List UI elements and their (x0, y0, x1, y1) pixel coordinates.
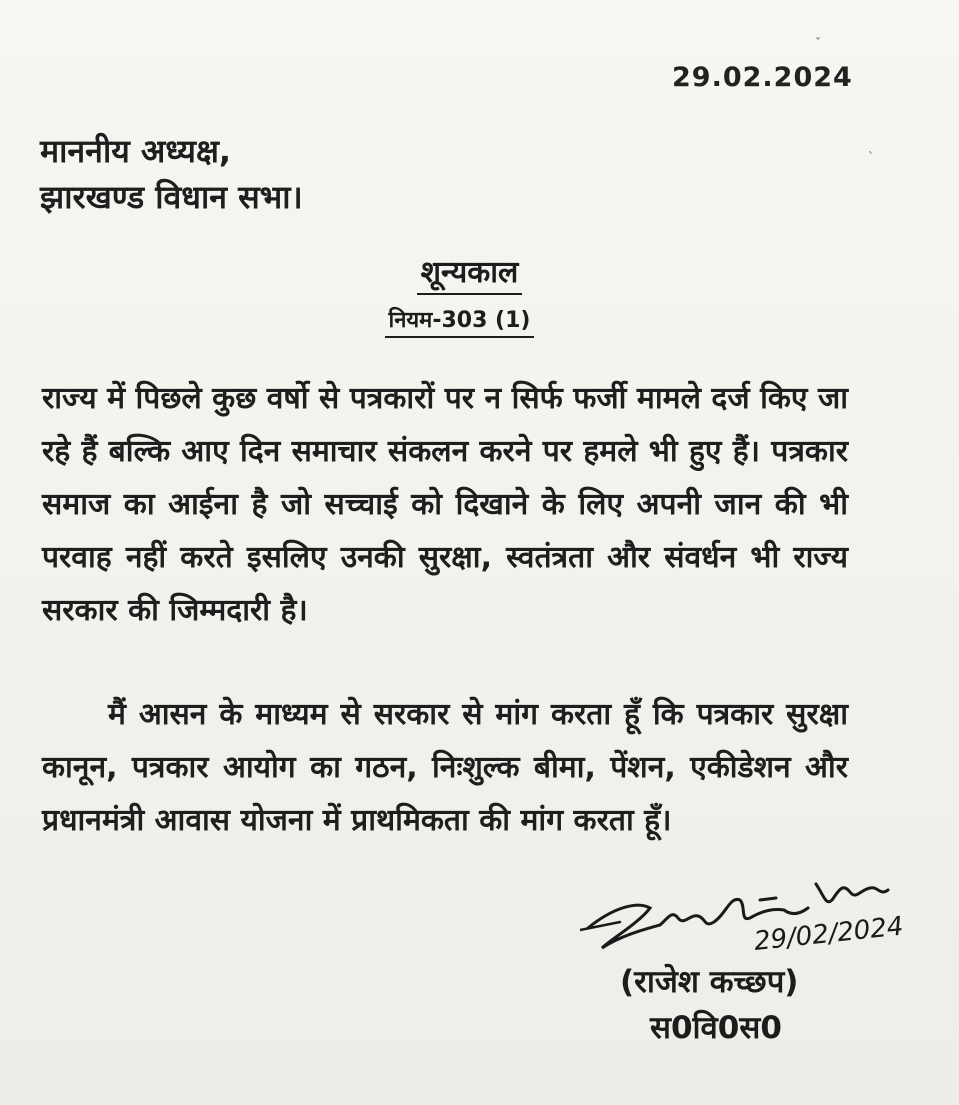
paper-speck: ˋ (868, 150, 874, 164)
letter-heading (0, 250, 959, 295)
letter-date: 29.02.2024 (672, 62, 853, 93)
body-paragraph-1: राज्य में पिछले कुछ वर्षो से पत्रकारों पर न सिर्फ फर्जी मामले दर्ज किए जा रहे हैं बल्कि आए दिन समाचार संकलन करने पर हमले भी हुए हैं। पत्रकार समाज का आईना है जो सच्चाई को दिखाने के लिए अपनी जान की भी परवाह नहीं करते इसलिए उनकी सुरक्षा, स्वतंत्रता और संवर्धन भी राज्य सरकार की जिम्मदारी है। (42, 381, 848, 628)
address-line-1: माननीय अध्यक्ष, (40, 132, 232, 170)
rule-reference (0, 304, 959, 338)
addressee (40, 128, 303, 220)
heading-text: शून्यकाल (417, 250, 523, 295)
rule-text: नियम-303 (1) (385, 304, 535, 338)
signatory-post: स0वि0स0 (650, 1010, 782, 1046)
signature-date: 29/02/2024 (752, 911, 905, 957)
paper-speck: ˇ (815, 36, 821, 50)
signatory-name: (राजेश कच्छप) (620, 964, 799, 1000)
body-paragraph-2: मैं आसन के माध्यम से सरकार से मांग करता हूँ कि पत्रकार सुरक्षा कानून, पत्रकार आयोग का गठन, निःशुल्क बीमा, पेंशन, एकीडेशन और प्रधानमंत्री आवास योजना में प्राथमिकता की मांग करता हूँ। (42, 697, 848, 838)
address-line-2: झारखण्ड विधान सभा। (40, 178, 303, 216)
